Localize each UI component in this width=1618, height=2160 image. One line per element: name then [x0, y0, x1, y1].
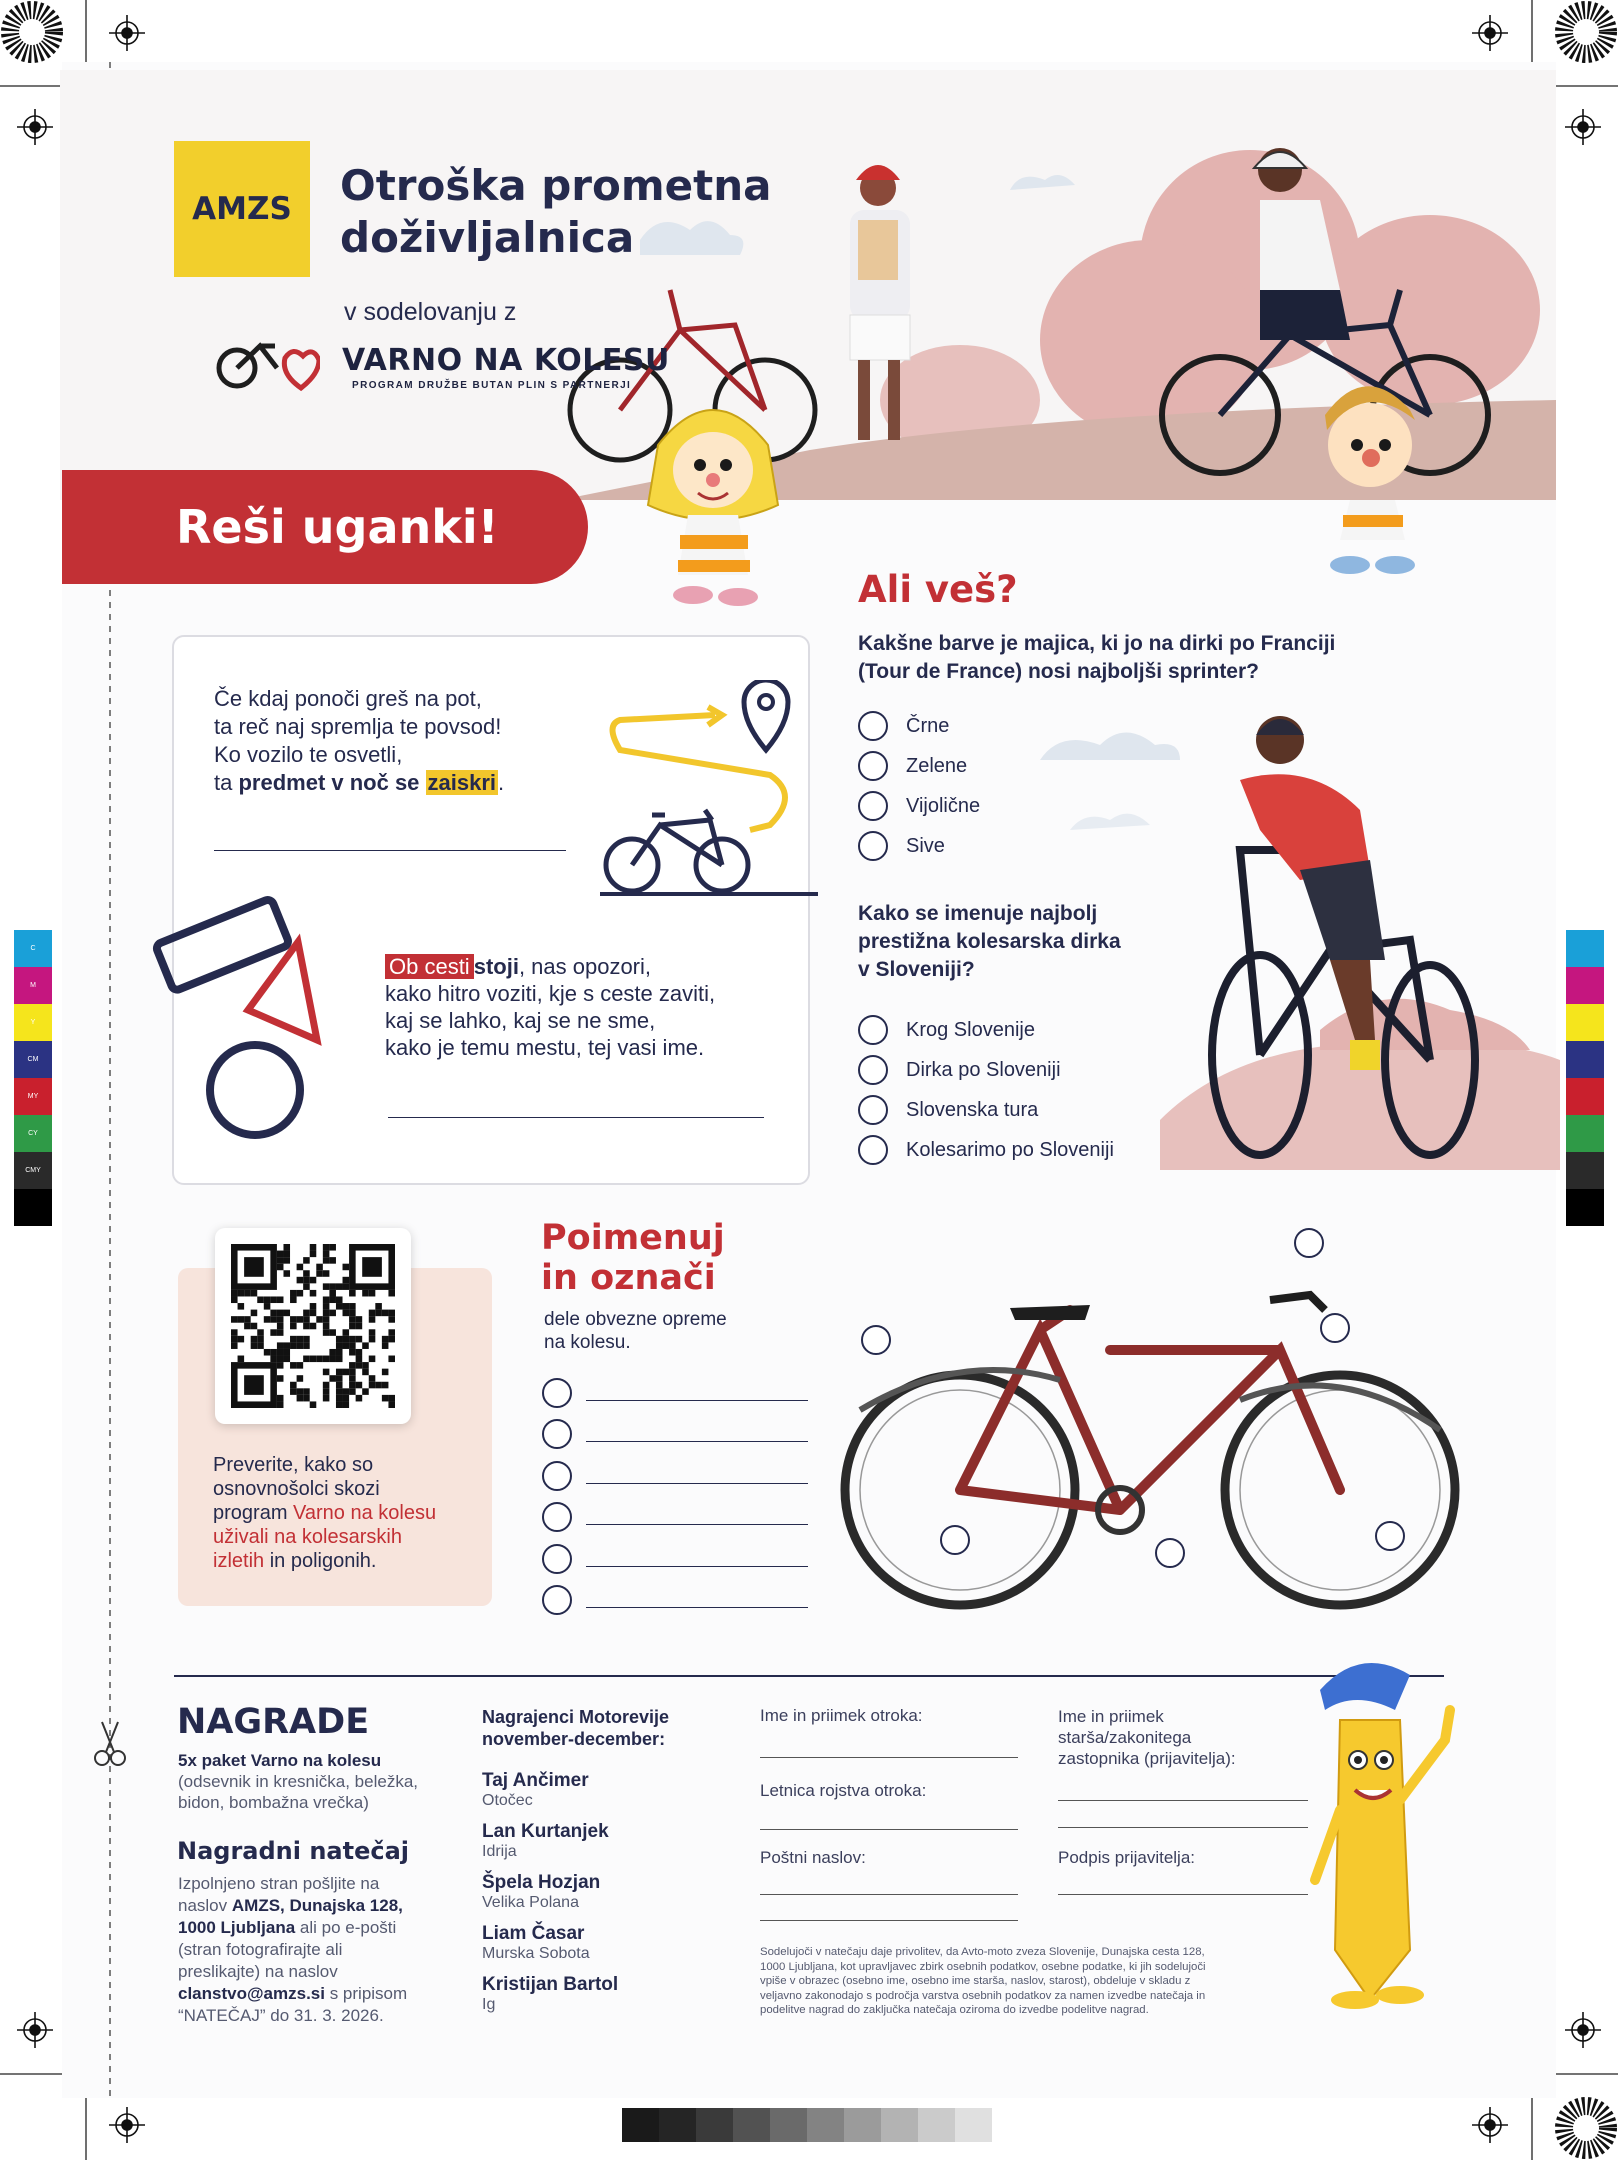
guardian-label	[1058, 1706, 1236, 1769]
color-swatch	[14, 1189, 52, 1226]
q2-option-label: Slovenska tura	[906, 1098, 1039, 1121]
contest-text	[178, 1873, 407, 2027]
q1-option-label: Zelene	[906, 754, 968, 777]
q1-option[interactable]	[858, 706, 980, 746]
answer-number-circle[interactable]	[542, 1544, 572, 1574]
section-divider	[174, 1675, 1444, 1677]
child-name-label: Ime in priimek otroka:	[760, 1706, 923, 1725]
guardian-label-1: Ime in priimek	[1058, 1707, 1164, 1726]
answer-number-circle[interactable]	[542, 1419, 572, 1449]
color-swatch	[1566, 1115, 1604, 1152]
varno-na-kolesu-logo-icon	[215, 332, 320, 394]
winner-place: Velika Polana	[482, 1894, 579, 1911]
contest-line-6: clanstvo@amzs.si s pripisom	[178, 1984, 408, 2003]
q2-option-label: Kolesarimo po Sloveniji	[906, 1138, 1114, 1161]
collab-text: v sodelovanju z	[344, 298, 517, 326]
bike-label-marker-4[interactable]	[940, 1525, 970, 1555]
guardian-label-3: zastopnika (prijavitelja):	[1058, 1749, 1236, 1768]
color-swatch	[1566, 1041, 1604, 1078]
color-swatch	[1566, 1078, 1604, 1115]
guardian-label-2: staršа/zakonitega	[1058, 1728, 1192, 1747]
name-task-answer-list	[542, 1372, 808, 1621]
q1-option[interactable]	[858, 786, 980, 826]
guardian-field-1[interactable]	[1058, 1800, 1308, 1801]
bike-label-marker-5[interactable]	[1155, 1538, 1185, 1568]
riddle-1-text	[214, 685, 504, 797]
riddle-1-line-2: ta reč naj spremlja te povsod!	[214, 714, 502, 739]
q1-option-radio[interactable]	[858, 711, 888, 741]
riddle-2-answer-line[interactable]	[388, 1117, 764, 1118]
color-swatch: CY	[14, 1115, 52, 1152]
q2-option-radio[interactable]	[858, 1135, 888, 1165]
prizes-heading: NAGRADE	[177, 1702, 370, 1742]
color-swatch	[1566, 1189, 1604, 1226]
q1-option-radio[interactable]	[858, 791, 888, 821]
bike-label-marker-1[interactable]	[1294, 1228, 1324, 1258]
traffic-shapes-icon	[150, 890, 325, 1140]
answer-line[interactable]	[586, 1385, 808, 1401]
color-swatch: MY	[14, 1078, 52, 1115]
winners-heading-2: november-december:	[482, 1729, 666, 1749]
winner-entry	[482, 1821, 618, 1872]
prize-desc-1: (odsevnik in kresnička, beležka,	[178, 1772, 419, 1791]
winner-place: Otočec	[482, 1792, 533, 1809]
q1-line-2: (Tour de France) nosi najboljši sprinter?	[858, 660, 1259, 683]
color-bar-left	[14, 930, 52, 1226]
answer-line[interactable]	[586, 1426, 808, 1442]
name-task-sub-1: dele obvezne opreme	[544, 1309, 727, 1330]
winner-name: Špela Hozjan	[482, 1872, 601, 1893]
winner-place: Murska Sobota	[482, 1945, 590, 1962]
contest-line-1: Izpolnjeno stran pošljite na	[178, 1874, 380, 1893]
q1-option-label: Črne	[906, 714, 950, 737]
route-bike-icon	[600, 680, 820, 910]
riddle-2-line-1: Ob cesti stoji, nas opozori,	[385, 953, 715, 980]
answer-row[interactable]	[542, 1580, 808, 1622]
q1-option[interactable]	[858, 746, 980, 786]
prizes-details	[178, 1750, 418, 1813]
answer-row[interactable]	[542, 1497, 808, 1539]
color-swatch	[1566, 967, 1604, 1004]
color-swatch: C	[14, 930, 52, 967]
guardian-field-2[interactable]	[1058, 1827, 1308, 1828]
address-field-1[interactable]	[760, 1894, 1018, 1895]
q2-option-label: Krog Slovenije	[906, 1018, 1035, 1041]
bike-label-marker-2[interactable]	[861, 1325, 891, 1355]
q2-option-radio[interactable]	[858, 1015, 888, 1045]
color-swatch	[1566, 1152, 1604, 1189]
amzs-logo-text: AMZS	[192, 191, 292, 227]
title-line-2: doživljalnica	[340, 213, 635, 262]
riddle-2-line-4: kako je temu mestu, tej vasi ime.	[385, 1035, 705, 1060]
riddle-2-text	[385, 953, 715, 1061]
winner-entry	[482, 1923, 618, 1974]
partner-name: VARNO NA KOLESU	[342, 343, 670, 378]
q2-option-radio[interactable]	[858, 1055, 888, 1085]
banner-text: Reši uganki!	[176, 500, 499, 554]
contest-line-5: preslikajte) na naslov	[178, 1962, 338, 1981]
quiz-heading: Ali veš?	[858, 568, 1018, 611]
answer-line[interactable]	[586, 1592, 808, 1608]
answer-number-circle[interactable]	[542, 1378, 572, 1408]
answer-number-circle[interactable]	[542, 1585, 572, 1615]
q1-option-radio[interactable]	[858, 831, 888, 861]
address-label: Poštni naslov:	[760, 1848, 866, 1867]
q1-option-label: Vijolične	[906, 794, 981, 817]
legal-notice	[760, 1945, 1206, 2018]
color-bar-right	[1566, 930, 1604, 1226]
q2-option-label: Dirka po Sloveniji	[906, 1058, 1061, 1081]
winner-name: Lan Kurtanjek	[482, 1821, 609, 1842]
q1-option-radio[interactable]	[858, 751, 888, 781]
riddle-2-line-3: kaj se lahko, kaj se ne sme,	[385, 1008, 656, 1033]
q2-line-1: Kako se imenuje najbolj	[858, 902, 1098, 925]
winner-name: Liam Časar	[482, 1923, 585, 1944]
q1-option-label: Sive	[906, 834, 945, 857]
page-title	[340, 160, 771, 264]
answer-number-circle[interactable]	[542, 1461, 572, 1491]
name-task-heading	[541, 1218, 725, 1298]
name-task-sub-2: na kolesu.	[544, 1332, 631, 1353]
q1-line-1: Kakšne barve je majica, ki jo na dirki po Franciji	[858, 632, 1336, 655]
child-year-field[interactable]	[760, 1829, 1018, 1830]
contest-line-4: (stran fotografirajte ali	[178, 1940, 343, 1959]
contest-line-2: naslov AMZS, Dunajska 128,	[178, 1896, 403, 1915]
winners-list	[482, 1770, 618, 2025]
q1-option[interactable]	[858, 826, 980, 866]
answer-line[interactable]	[586, 1551, 808, 1567]
color-swatch: CM	[14, 1041, 52, 1078]
answer-row[interactable]	[542, 1538, 808, 1580]
winners-heading-1: Nagrajenci Motorevije	[482, 1707, 670, 1727]
legal-line-5: podelitve nagrad do zaključka natečaja oziroma do izvedbe podelitve nagrad.	[760, 2004, 1149, 2016]
legal-line-3: vpiše v obrazec (osebno ime, osebno ime starša, naslov, starost), obdeluje v skladu z	[760, 1975, 1191, 1987]
amzs-logo	[174, 141, 310, 277]
legal-line-2: 1000 Ljubljana, kot upravljavec zbirk osebnih podatkov, osebne podatke, ki jih sodelujoči	[760, 1960, 1206, 1973]
winner-place: Idrija	[482, 1843, 517, 1860]
qr-line-2: osnovnošolci skozi	[213, 1478, 380, 1500]
answer-row[interactable]	[542, 1414, 808, 1456]
color-swatch: CMY	[14, 1152, 52, 1189]
contest-line-3: 1000 Ljubljana ali po e-pošti	[178, 1918, 397, 1937]
winners-heading	[482, 1706, 669, 1750]
legal-line-1: Sodelujoči v natečaju daje privolitev, da Avto-moto zveza Slovenije, Dunajska cesta 128,	[760, 1946, 1205, 1958]
winner-place: Ig	[482, 1996, 496, 2013]
winner-entry	[482, 1872, 618, 1923]
qr-line-3: program Varno na kolesu	[213, 1502, 437, 1524]
color-swatch: Y	[14, 1004, 52, 1041]
prize-item: 5x paket Varno na kolesu	[178, 1751, 382, 1770]
child-name-field[interactable]	[760, 1757, 1018, 1758]
quiz-question-1	[858, 630, 1335, 686]
color-swatch	[1566, 1004, 1604, 1041]
address-field-2[interactable]	[760, 1920, 1018, 1921]
qr-info-text	[213, 1453, 436, 1573]
riddle-2-line-2: kako hitro voziti, kje s ceste zaviti,	[385, 981, 716, 1006]
signature-field[interactable]	[1058, 1894, 1308, 1895]
title-line-1: Otroška prometna	[340, 161, 772, 210]
winner-name: Taj Ančimer	[482, 1770, 589, 1791]
answer-number-circle[interactable]	[542, 1502, 572, 1532]
quiz-question-1-options	[858, 706, 980, 866]
name-task-heading-1: Poimenuj	[541, 1218, 725, 1258]
cartoon-girl-mascot	[628, 385, 798, 615]
qr-line-1: Preverite, kako so	[213, 1454, 374, 1476]
q2-line-2: prestižna kolesarska dirka	[858, 930, 1121, 953]
color-swatch	[1566, 930, 1604, 967]
color-swatch: M	[14, 967, 52, 1004]
partner-subtitle: PROGRAM DRUŽBE BUTAN PLIN S PARTNERJI	[352, 380, 632, 391]
qr-code[interactable]	[231, 1244, 395, 1408]
banner	[62, 470, 588, 584]
child-year-label: Letnica rojstva otroka:	[760, 1781, 927, 1800]
answer-line[interactable]	[586, 1509, 808, 1525]
contest-heading: Nagradni natečaj	[177, 1837, 410, 1865]
winner-name: Kristijan Bartol	[482, 1974, 619, 1995]
q2-line-3: v Sloveniji?	[858, 958, 975, 981]
riddle-1-line-4: ta predmet v noč se zaiskri.	[214, 770, 505, 795]
prize-desc-2: bidon, bombažna vrečka)	[178, 1793, 369, 1812]
legal-line-4: veljavno zakonodajo s področja varstva osebnih podatkov za namen izvedbe natečaja in	[760, 1989, 1206, 2002]
cartoon-boy-mascot	[1305, 360, 1435, 580]
answer-row[interactable]	[542, 1455, 808, 1497]
name-task-subtitle	[544, 1308, 727, 1354]
qr-line-5: izletih in poligonih.	[213, 1550, 377, 1572]
contest-email-link[interactable]: clanstvo@amzs.si	[178, 1984, 325, 2003]
name-task-heading-2: in označi	[541, 1258, 716, 1298]
racing-cyclist-illustration	[1030, 700, 1560, 1170]
bike-label-marker-3[interactable]	[1320, 1313, 1350, 1343]
q2-option-radio[interactable]	[858, 1095, 888, 1125]
signature-label: Podpis prijavitelja:	[1058, 1848, 1196, 1867]
riddle-1-line-1: Če kdaj ponoči greš na pot,	[214, 686, 482, 711]
answer-line[interactable]	[586, 1468, 808, 1484]
riddle-1-line-3: Ko vozilo te osvetli,	[214, 742, 403, 767]
qr-code-card[interactable]	[215, 1228, 411, 1424]
winner-entry	[482, 1770, 618, 1821]
pencil-mascot	[1300, 1650, 1480, 2020]
answer-row[interactable]	[542, 1372, 808, 1414]
qr-line-4: uživali na kolesarskih	[213, 1526, 402, 1548]
winner-entry	[482, 1974, 618, 2025]
contest-line-7: “NATEČAJ” do 31. 3. 2026.	[178, 2006, 384, 2025]
riddle-1-answer-line[interactable]	[214, 850, 566, 851]
bike-label-marker-6[interactable]	[1375, 1521, 1405, 1551]
